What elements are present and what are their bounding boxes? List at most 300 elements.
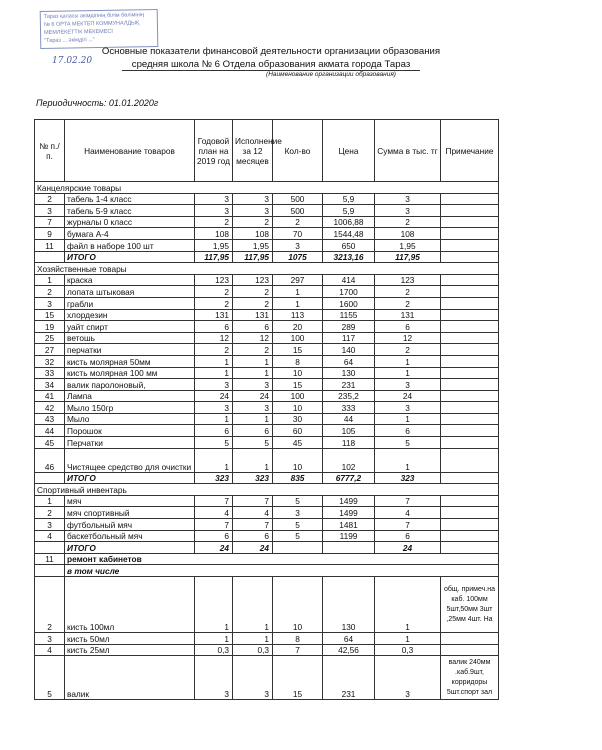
table-row — [35, 309, 499, 321]
cell-sum: 3 — [375, 205, 441, 217]
cell-plan: 0,3 — [195, 644, 233, 656]
cell-price: 231 — [323, 656, 375, 700]
table-row — [35, 633, 499, 645]
cell-sum: 5 — [375, 437, 441, 449]
table-row — [35, 239, 499, 251]
cell-no: 33 — [35, 367, 65, 379]
col-header: Цена — [323, 120, 375, 182]
cell-price: 5,9 — [323, 205, 375, 217]
table-row — [35, 413, 499, 425]
cell-no — [35, 565, 65, 577]
cell-price: 1155 — [323, 309, 375, 321]
table-row — [35, 263, 499, 275]
cell-exec: 1,95 — [233, 239, 273, 251]
cell-no: 27 — [35, 344, 65, 356]
cell-sum: 123 — [375, 274, 441, 286]
cell-price: 231 — [323, 379, 375, 391]
col-header: Годовой план на 2019 год — [195, 120, 233, 182]
cell-qty: 5 — [273, 495, 323, 507]
col-header: Примечание — [441, 120, 499, 182]
cell-note — [441, 205, 499, 217]
cell-plan: 6 — [195, 530, 233, 542]
table-row — [35, 228, 499, 240]
cell-plan: 5 — [195, 437, 233, 449]
stamp-line: МЕМЛЕКЕТТІК МЕКЕМЕСІ — [44, 28, 113, 36]
cell-note — [441, 633, 499, 645]
cell-name: ИТОГО — [65, 542, 195, 554]
cell-plan: 4 — [195, 507, 233, 519]
cell-sum: 4 — [375, 507, 441, 519]
cell-qty: 2 — [273, 216, 323, 228]
cell-exec: 6 — [233, 321, 273, 333]
cell-qty: 10 — [273, 367, 323, 379]
cell-qty: 8 — [273, 355, 323, 367]
cell-qty: 60 — [273, 425, 323, 437]
cell-sum: 6 — [375, 425, 441, 437]
cell-price: 1199 — [323, 530, 375, 542]
cell-no: 11 — [35, 239, 65, 251]
table-row — [35, 644, 499, 656]
cell-sum: 1 — [375, 355, 441, 367]
cell-exec: 1 — [233, 413, 273, 425]
col-header: Исполнение за 12 месяцев — [233, 120, 273, 182]
section-heading: Спортивный инвентарь — [35, 484, 499, 496]
cell-qty: 70 — [273, 228, 323, 240]
cell-sum: 2 — [375, 297, 441, 309]
cell-sum: 117,95 — [375, 251, 441, 263]
cell-name: мяч — [65, 495, 195, 507]
cell-no: 3 — [35, 205, 65, 217]
cell-price: 105 — [323, 425, 375, 437]
cell-note — [441, 274, 499, 286]
cell-plan: 12 — [195, 332, 233, 344]
cell-exec: 2 — [233, 297, 273, 309]
cell-exec: 3 — [233, 205, 273, 217]
cell-price: 1006,88 — [323, 216, 375, 228]
cell-qty: 835 — [273, 472, 323, 484]
cell-price: 102 — [323, 448, 375, 472]
cell-name: Мыло 150гр — [65, 402, 195, 414]
cell-note — [441, 448, 499, 472]
cell-exec: 2 — [233, 344, 273, 356]
cell-name: Чистящее средство для очистки — [65, 448, 195, 472]
table-row — [35, 448, 499, 472]
cell-no: 19 — [35, 321, 65, 333]
cell-price: 42,56 — [323, 644, 375, 656]
cell-note — [441, 402, 499, 414]
cell-sum: 1,95 — [375, 239, 441, 251]
cell-note — [441, 251, 499, 263]
cell-name: ИТОГО — [65, 251, 195, 263]
cell-plan: 3 — [195, 193, 233, 205]
cell-qty: 10 — [273, 402, 323, 414]
document-title: Основные показатели финансовой деятельности организации образования — [101, 46, 441, 57]
cell-note — [441, 286, 499, 298]
cell-name: Перчатки — [65, 437, 195, 449]
cell-price: 3213,16 — [323, 251, 375, 263]
cell-sum: 1 — [375, 577, 441, 633]
cell-qty: 100 — [273, 332, 323, 344]
stamp-line: Тараз қаласы әкімдігінің білім бөлімінің — [43, 12, 145, 20]
cell-note — [441, 413, 499, 425]
cell-exec: 24 — [233, 390, 273, 402]
cell-sum: 2 — [375, 344, 441, 356]
table-row — [35, 656, 499, 700]
cell-note — [441, 321, 499, 333]
cell-no: 2 — [35, 286, 65, 298]
cell-sum: 7 — [375, 519, 441, 531]
cell-qty: 113 — [273, 309, 323, 321]
table-row — [35, 182, 499, 194]
stamp-line: "Тараз ... әкімдігі ..." — [44, 37, 95, 44]
cell-name: краска — [65, 274, 195, 286]
cell-qty: 10 — [273, 577, 323, 633]
cell-name: кисть 25мл — [65, 644, 195, 656]
table-header-row — [35, 120, 499, 182]
table-row — [35, 577, 499, 633]
cell-name: файл в наборе 100 шт — [65, 239, 195, 251]
cell-no: 2 — [35, 193, 65, 205]
cell-sum: 1 — [375, 448, 441, 472]
table-row — [35, 332, 499, 344]
cell-note — [441, 193, 499, 205]
cell-plan: 1 — [195, 633, 233, 645]
section-heading: ремонт кабинетов — [65, 553, 499, 565]
table-body — [35, 182, 499, 700]
cell-no: 3 — [35, 297, 65, 309]
cell-name: кисть молярная 100 мм — [65, 367, 195, 379]
table-row — [35, 297, 499, 309]
cell-name: кисть молярная 50мм — [65, 355, 195, 367]
cell-qty: 500 — [273, 193, 323, 205]
cell-note — [441, 437, 499, 449]
table-row — [35, 216, 499, 228]
section-heading: в том числе — [65, 565, 499, 577]
cell-price: 1481 — [323, 519, 375, 531]
cell-plan: 1 — [195, 448, 233, 472]
cell-name: табель 5-9 класс — [65, 205, 195, 217]
table-row — [35, 437, 499, 449]
cell-no: 4 — [35, 530, 65, 542]
cell-qty: 3 — [273, 507, 323, 519]
cell-no: 11 — [35, 553, 65, 565]
cell-qty: 5 — [273, 519, 323, 531]
cell-exec: 131 — [233, 309, 273, 321]
cell-note — [441, 507, 499, 519]
cell-name: табель 1-4 класс — [65, 193, 195, 205]
cell-qty: 45 — [273, 437, 323, 449]
cell-exec: 123 — [233, 274, 273, 286]
table-row — [35, 367, 499, 379]
cell-exec: 1 — [233, 448, 273, 472]
cell-no: 2 — [35, 577, 65, 633]
cell-price: 117 — [323, 332, 375, 344]
cell-plan: 323 — [195, 472, 233, 484]
cell-note — [441, 425, 499, 437]
cell-plan: 2 — [195, 286, 233, 298]
cell-plan: 123 — [195, 274, 233, 286]
cell-sum: 2 — [375, 216, 441, 228]
col-header: Наименование товаров — [65, 120, 195, 182]
cell-no: 2 — [35, 507, 65, 519]
cell-note — [441, 367, 499, 379]
cell-no: 46 — [35, 448, 65, 472]
table-row — [35, 193, 499, 205]
section-heading: Канцелярские товары — [35, 182, 499, 194]
cell-no: 45 — [35, 437, 65, 449]
cell-note: валик 240мм .каб.9шт, корридоры 5шт.спорт зал — [441, 656, 499, 700]
cell-plan: 1 — [195, 413, 233, 425]
table-row — [35, 507, 499, 519]
cell-no: 34 — [35, 379, 65, 391]
cell-no — [35, 472, 65, 484]
cell-exec: 117,95 — [233, 251, 273, 263]
cell-price: 1544,48 — [323, 228, 375, 240]
cell-price: 6777,2 — [323, 472, 375, 484]
cell-qty: 15 — [273, 344, 323, 356]
table-row — [35, 274, 499, 286]
cell-exec: 1 — [233, 577, 273, 633]
cell-exec: 3 — [233, 379, 273, 391]
cell-plan: 117,95 — [195, 251, 233, 263]
cell-plan: 3 — [195, 656, 233, 700]
cell-sum: 1 — [375, 633, 441, 645]
cell-name: Мыло — [65, 413, 195, 425]
cell-plan: 1,95 — [195, 239, 233, 251]
table-row — [35, 390, 499, 402]
table-row — [35, 344, 499, 356]
table-row — [35, 530, 499, 542]
cell-note — [441, 644, 499, 656]
cell-exec: 5 — [233, 437, 273, 449]
cell-plan: 108 — [195, 228, 233, 240]
cell-exec: 1 — [233, 633, 273, 645]
cell-note: общ. примеч.на каб. 100мм 5шт,50мм 3шт ,25мм 4шт. На — [441, 577, 499, 633]
cell-sum: 131 — [375, 309, 441, 321]
cell-qty: 10 — [273, 448, 323, 472]
cell-price: 64 — [323, 633, 375, 645]
cell-exec: 6 — [233, 425, 273, 437]
table-row — [35, 495, 499, 507]
cell-exec: 0,3 — [233, 644, 273, 656]
cell-name: лопата штыковая — [65, 286, 195, 298]
cell-price: 1499 — [323, 495, 375, 507]
cell-sum: 3 — [375, 379, 441, 391]
cell-plan: 6 — [195, 425, 233, 437]
cell-plan: 3 — [195, 402, 233, 414]
cell-exec: 6 — [233, 530, 273, 542]
cell-qty: 1 — [273, 286, 323, 298]
cell-qty: 20 — [273, 321, 323, 333]
col-header: № п./п. — [35, 120, 65, 182]
cell-qty: 15 — [273, 379, 323, 391]
cell-sum: 3 — [375, 656, 441, 700]
cell-no: 15 — [35, 309, 65, 321]
cell-exec: 2 — [233, 216, 273, 228]
cell-name: футбольный мяч — [65, 519, 195, 531]
table-row — [35, 565, 499, 577]
cell-no: 41 — [35, 390, 65, 402]
cell-qty: 297 — [273, 274, 323, 286]
cell-no: 32 — [35, 355, 65, 367]
cell-price: 130 — [323, 367, 375, 379]
cell-note — [441, 472, 499, 484]
section-heading: Хозяйственные товары — [35, 263, 499, 275]
cell-no: 1 — [35, 495, 65, 507]
cell-note — [441, 239, 499, 251]
cell-price: 235,2 — [323, 390, 375, 402]
cell-price: 1600 — [323, 297, 375, 309]
cell-exec: 1 — [233, 367, 273, 379]
cell-plan: 6 — [195, 321, 233, 333]
cell-no: 4 — [35, 644, 65, 656]
cell-plan: 2 — [195, 297, 233, 309]
cell-sum: 108 — [375, 228, 441, 240]
stamp-line: № 6 ОРТА МЕКТЕП КОММУНАЛДЫҚ — [43, 20, 140, 28]
cell-name: баскетбольный мяч — [65, 530, 195, 542]
cell-no: 7 — [35, 216, 65, 228]
cell-no: 5 — [35, 656, 65, 700]
cell-sum: 1 — [375, 413, 441, 425]
cell-exec: 2 — [233, 286, 273, 298]
table-row — [35, 379, 499, 391]
col-header: Сумма в тыс. тг — [375, 120, 441, 182]
table-row — [35, 286, 499, 298]
table-row — [35, 472, 499, 484]
cell-exec: 3 — [233, 402, 273, 414]
cell-sum: 7 — [375, 495, 441, 507]
cell-price: 650 — [323, 239, 375, 251]
cell-exec: 12 — [233, 332, 273, 344]
cell-qty: 5 — [273, 530, 323, 542]
cell-note — [441, 495, 499, 507]
cell-plan: 3 — [195, 379, 233, 391]
cell-name: кисть 100мл — [65, 577, 195, 633]
cell-sum: 1 — [375, 367, 441, 379]
cell-qty: 1075 — [273, 251, 323, 263]
cell-price: 5,9 — [323, 193, 375, 205]
cell-exec: 3 — [233, 193, 273, 205]
cell-name: ИТОГО — [65, 472, 195, 484]
cell-note — [441, 332, 499, 344]
cell-qty: 100 — [273, 390, 323, 402]
table-row — [35, 402, 499, 414]
cell-plan: 1 — [195, 577, 233, 633]
cell-exec: 3 — [233, 656, 273, 700]
cell-price — [323, 542, 375, 554]
official-stamp — [40, 9, 159, 49]
table-row — [35, 553, 499, 565]
cell-sum: 3 — [375, 193, 441, 205]
cell-plan: 2 — [195, 344, 233, 356]
cell-name: хлордезин — [65, 309, 195, 321]
col-header: Кол-во — [273, 120, 323, 182]
table-row — [35, 484, 499, 496]
cell-sum: 6 — [375, 530, 441, 542]
cell-sum: 2 — [375, 286, 441, 298]
cell-note — [441, 530, 499, 542]
cell-sum: 24 — [375, 390, 441, 402]
cell-sum: 24 — [375, 542, 441, 554]
cell-plan: 2 — [195, 216, 233, 228]
cell-qty: 3 — [273, 239, 323, 251]
cell-exec: 24 — [233, 542, 273, 554]
cell-qty — [273, 542, 323, 554]
cell-note — [441, 309, 499, 321]
cell-name: бумага А-4 — [65, 228, 195, 240]
cell-price: 333 — [323, 402, 375, 414]
cell-sum: 323 — [375, 472, 441, 484]
cell-note — [441, 297, 499, 309]
cell-name: перчатки — [65, 344, 195, 356]
cell-name: ветошь — [65, 332, 195, 344]
cell-note — [441, 344, 499, 356]
cell-no: 3 — [35, 633, 65, 645]
cell-sum: 0,3 — [375, 644, 441, 656]
cell-exec: 1 — [233, 355, 273, 367]
cell-name: журналы 0 класс — [65, 216, 195, 228]
cell-no: 44 — [35, 425, 65, 437]
cell-price: 1499 — [323, 507, 375, 519]
cell-exec: 7 — [233, 495, 273, 507]
cell-qty: 500 — [273, 205, 323, 217]
cell-qty: 30 — [273, 413, 323, 425]
organization-name — [0, 59, 542, 70]
cell-note — [441, 216, 499, 228]
cell-sum: 3 — [375, 402, 441, 414]
cell-name: кисть 50мл — [65, 633, 195, 645]
cell-no: 25 — [35, 332, 65, 344]
cell-plan: 3 — [195, 205, 233, 217]
cell-name: валик — [65, 656, 195, 700]
cell-qty: 1 — [273, 297, 323, 309]
cell-qty: 15 — [273, 656, 323, 700]
table-row — [35, 519, 499, 531]
cell-price: 140 — [323, 344, 375, 356]
cell-exec: 4 — [233, 507, 273, 519]
cell-plan: 7 — [195, 495, 233, 507]
handwritten-date: 17.02.20 — [52, 56, 93, 66]
cell-qty: 7 — [273, 644, 323, 656]
cell-plan: 7 — [195, 519, 233, 531]
financial-table — [34, 119, 499, 700]
table-row — [35, 355, 499, 367]
cell-note — [441, 228, 499, 240]
table-row — [35, 425, 499, 437]
table-row — [35, 205, 499, 217]
cell-qty: 8 — [273, 633, 323, 645]
cell-no: 9 — [35, 228, 65, 240]
cell-note — [441, 519, 499, 531]
periodicity: Периодичность: 01.01.2020г — [36, 98, 159, 108]
table-row — [35, 321, 499, 333]
cell-plan: 131 — [195, 309, 233, 321]
table-row — [35, 542, 499, 554]
cell-no: 42 — [35, 402, 65, 414]
cell-plan: 24 — [195, 542, 233, 554]
cell-price: 44 — [323, 413, 375, 425]
cell-plan: 24 — [195, 390, 233, 402]
cell-name: мяч спортивный — [65, 507, 195, 519]
cell-price: 118 — [323, 437, 375, 449]
cell-sum: 6 — [375, 321, 441, 333]
cell-price: 64 — [323, 355, 375, 367]
cell-no — [35, 542, 65, 554]
cell-exec: 323 — [233, 472, 273, 484]
cell-name: уайт спирт — [65, 321, 195, 333]
cell-exec: 108 — [233, 228, 273, 240]
organization-caption: (Наименование организации образования) — [266, 71, 396, 78]
